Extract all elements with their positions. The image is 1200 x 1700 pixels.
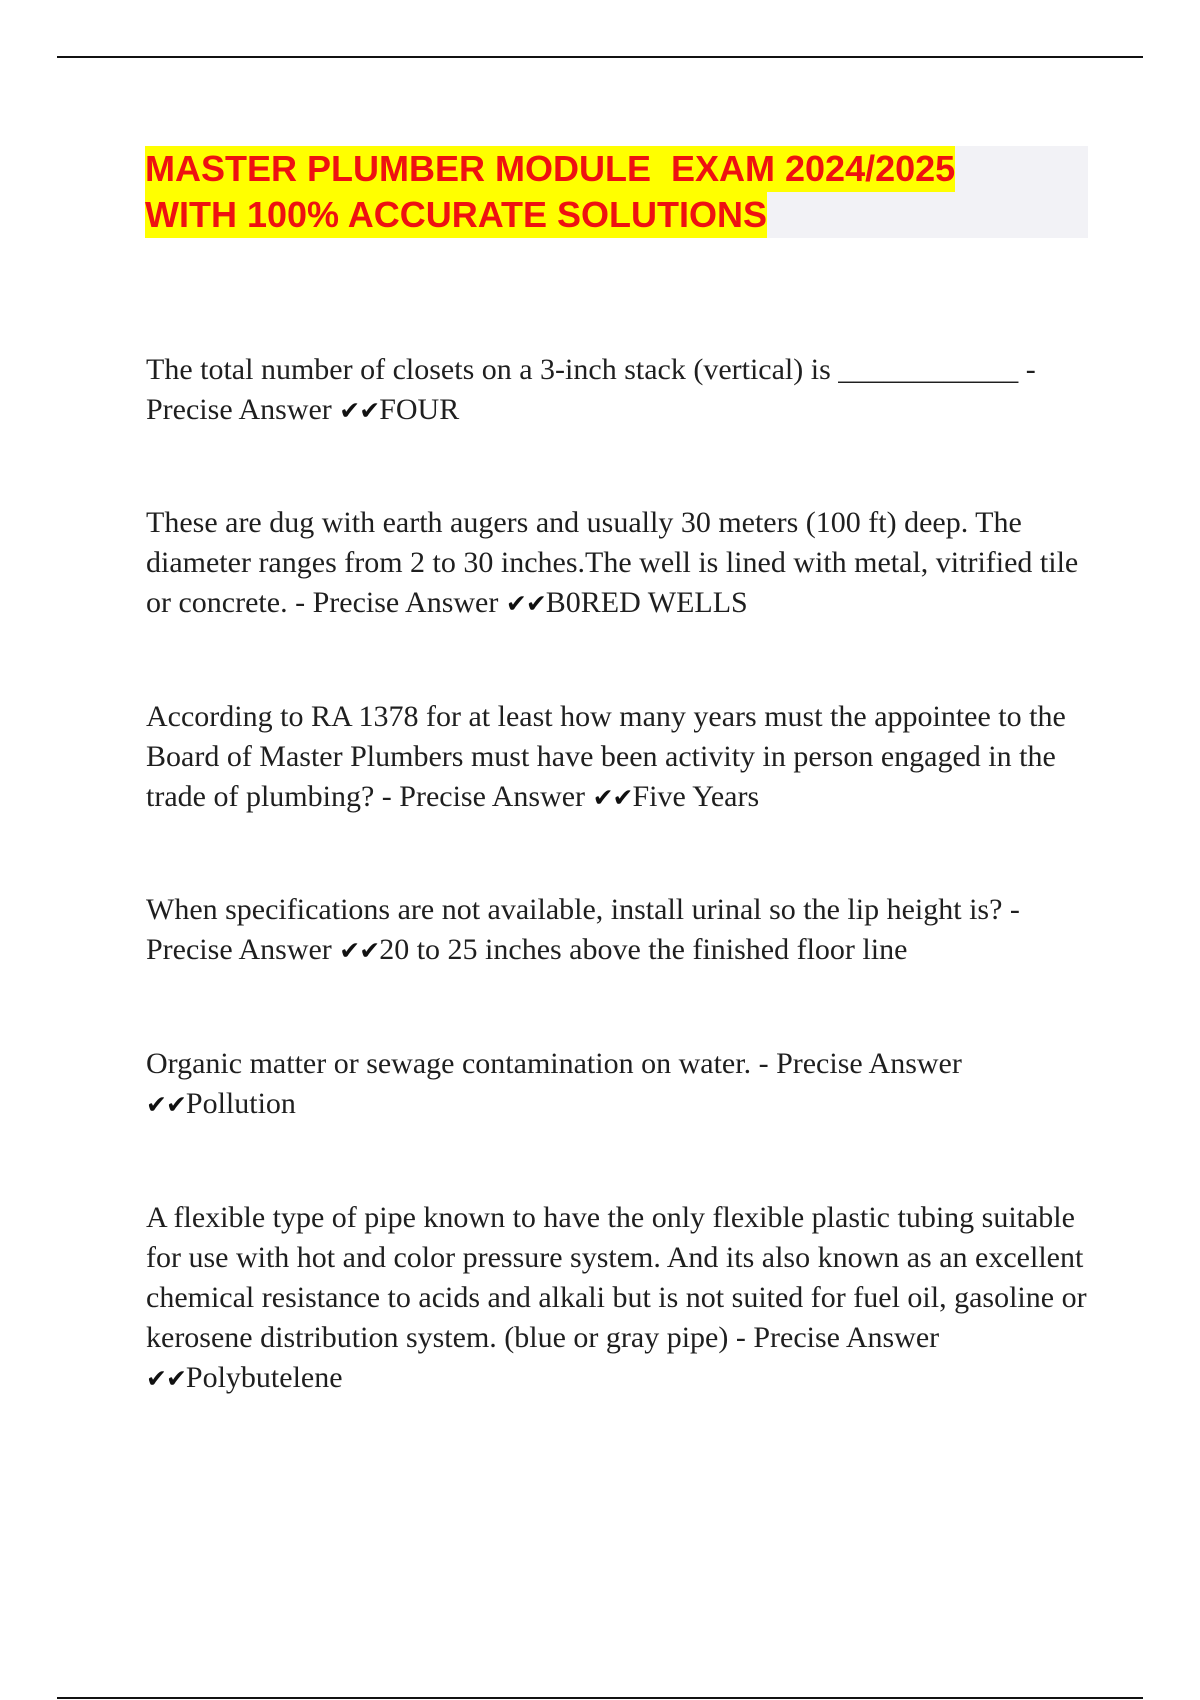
question-text: According to RA 1378 for at least how many years must the appointee to the Board of Master Plumbers must have been activity in person engaged in the trade of plumbing? - bbox=[146, 700, 1066, 813]
question-answer-item bbox=[146, 1198, 1096, 1399]
document-title bbox=[145, 146, 1088, 238]
question-answer-item bbox=[146, 350, 1096, 431]
double-check-icon: ✔✔ bbox=[505, 589, 546, 618]
question-answer-item bbox=[146, 697, 1096, 818]
answer-text: FOUR bbox=[379, 393, 460, 426]
double-check-icon: ✔✔ bbox=[339, 396, 380, 425]
answer-label: Precise Answer bbox=[146, 393, 332, 426]
double-check-icon: ✔✔ bbox=[146, 1090, 186, 1119]
question-answer-item bbox=[146, 503, 1096, 624]
title-line-2: WITH 100% ACCURATE SOLUTIONS bbox=[145, 192, 767, 238]
answer-label: Precise Answer bbox=[146, 933, 332, 966]
answer-label: Precise Answer bbox=[399, 780, 586, 813]
title-line-1: MASTER PLUMBER MODULE EXAM 2024/2025 bbox=[145, 146, 955, 192]
answer-text: Pollution bbox=[185, 1087, 296, 1120]
double-check-icon: ✔✔ bbox=[339, 936, 380, 965]
question-text: When specifications are not available, install urinal so the lip height is? - bbox=[146, 893, 1020, 926]
question-text: The total number of closets on a 3-inch stack (vertical) is ____________ - bbox=[146, 353, 1036, 386]
answer-text: Polybutelene bbox=[185, 1361, 343, 1394]
answer-text: B0RED WELLS bbox=[545, 586, 748, 619]
question-text: Organic matter or sewage contamination on water. - bbox=[146, 1047, 769, 1080]
bottom-rule bbox=[57, 1697, 1143, 1699]
answer-text: Five Years bbox=[632, 780, 760, 813]
answer-label: Precise Answer bbox=[753, 1321, 940, 1354]
answer-label: Precise Answer bbox=[776, 1047, 962, 1080]
question-text: These are dug with earth augers and usually 30 meters (100 ft) deep. The diameter ranges from 2 to 30 inches.The well is lined with metal, vitrified tile or concrete. - bbox=[146, 506, 1079, 619]
answer-label: Precise Answer bbox=[312, 586, 499, 619]
question-text: A flexible type of pipe known to have the only flexible plastic tubing suitable for use with hot and color pressure system. And its also known as an excellent chemical resistance to acids and alkali but is not suited for fuel oil, gasoline or kerosene distribution system. (blue or gray pipe) - bbox=[146, 1201, 1087, 1354]
answer-text: 20 to 25 inches above the finished floor line bbox=[379, 933, 908, 966]
question-answer-item bbox=[146, 1044, 1096, 1125]
double-check-icon: ✔✔ bbox=[592, 783, 633, 812]
top-rule bbox=[57, 56, 1143, 58]
double-check-icon: ✔✔ bbox=[146, 1364, 186, 1393]
question-answer-item bbox=[146, 890, 1096, 971]
